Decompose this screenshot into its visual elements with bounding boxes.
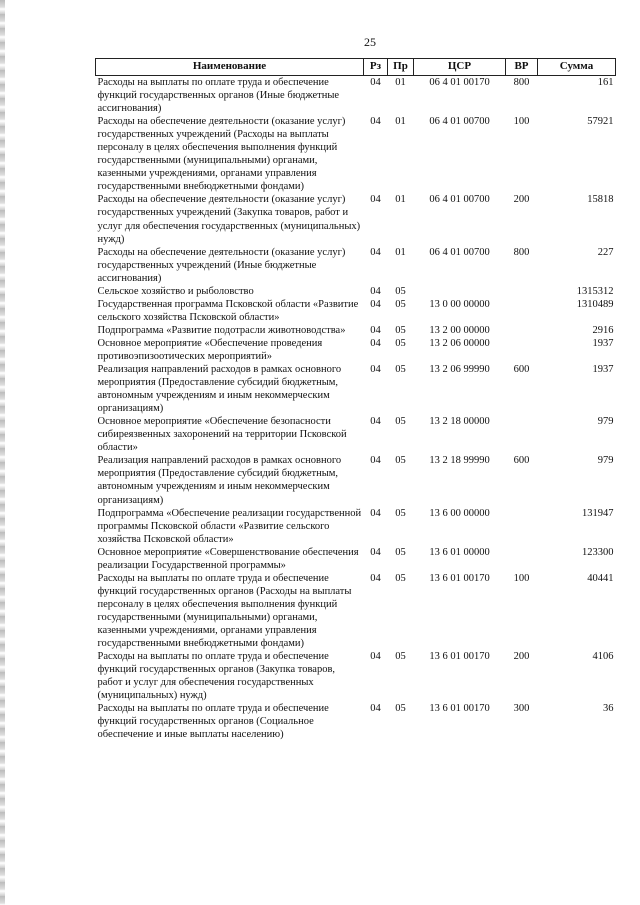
row-csr: 13 6 00 00000 bbox=[429, 507, 490, 519]
row-name: Расходы на выплаты по оплате труда и обеспечение функций государственных органов (Расходы на выплаты персоналу в целях обеспечения выполнения функций государственными (муниципальными) органами, казенными учреждениями, органами управления государственными внебюджетными фондами) bbox=[97, 572, 352, 650]
row-sum: 979 bbox=[597, 416, 614, 428]
row-sum: 1315312 bbox=[576, 285, 614, 297]
row-rz: 04 bbox=[370, 651, 381, 663]
row-sum: 1937 bbox=[592, 337, 614, 349]
row-vr bbox=[506, 337, 538, 363]
row-vr: 800 bbox=[513, 246, 530, 258]
row-name: Государственная программа Псковской области «Развитие сельского хозяйства Псковской области» bbox=[97, 298, 359, 323]
row-rz: 04 bbox=[370, 416, 381, 428]
row-csr: 13 6 01 00000 bbox=[429, 546, 490, 558]
row-vr: 100 bbox=[513, 116, 530, 128]
row-vr: 600 bbox=[513, 455, 530, 467]
row-sum: 4106 bbox=[592, 651, 614, 663]
table-row bbox=[96, 415, 616, 454]
row-csr: 13 2 18 00000 bbox=[429, 416, 490, 428]
row-vr bbox=[506, 285, 538, 298]
row-pr: 05 bbox=[395, 703, 406, 715]
row-sum: 161 bbox=[597, 77, 614, 88]
row-vr: 300 bbox=[513, 703, 530, 715]
row-rz: 04 bbox=[370, 703, 381, 715]
row-name: Основное мероприятие «Совершенствование обеспечения реализации Государственной программы» bbox=[97, 546, 359, 571]
row-sum: 1937 bbox=[592, 364, 614, 376]
scan-edge bbox=[0, 0, 5, 905]
row-name: Расходы на выплаты по оплате труда и обеспечение функций государственных органов (Социальное обеспечение и иные выплаты населению) bbox=[97, 703, 329, 741]
table-row bbox=[96, 285, 616, 298]
row-csr: 13 2 06 99990 bbox=[429, 364, 490, 376]
row-vr bbox=[506, 415, 538, 454]
table-row bbox=[96, 546, 616, 572]
row-name: Основное мероприятие «Обеспечение безопасности сибиреязвенных захоронений на территории Псковской области» bbox=[97, 416, 347, 454]
row-vr: 800 bbox=[513, 77, 530, 88]
row-sum: 2916 bbox=[592, 324, 614, 336]
row-vr bbox=[506, 324, 538, 337]
header-sum: Сумма bbox=[538, 59, 616, 76]
header-pr: Пр bbox=[388, 59, 414, 76]
row-pr: 05 bbox=[395, 298, 406, 310]
row-rz: 04 bbox=[370, 246, 381, 258]
table-row bbox=[96, 363, 616, 415]
row-rz: 04 bbox=[370, 337, 381, 349]
header-csr: ЦСР bbox=[414, 59, 506, 76]
table-row bbox=[96, 298, 616, 324]
row-name: Реализация направлений расходов в рамках основного мероприятия (Предоставление субсидий бюджетным, автономным учреждениям и иным некоммерческим организациям) bbox=[97, 455, 342, 506]
row-name: Расходы на выплаты по оплате труда и обеспечение функций государственных органов (Закупка товаров, работ и услуг для обеспечения государственных (муниципальных) нужд) bbox=[97, 651, 336, 702]
row-csr: 06 4 01 00700 bbox=[429, 116, 490, 128]
row-rz: 04 bbox=[370, 546, 381, 558]
table-row bbox=[96, 76, 616, 116]
page-number: 25 bbox=[364, 35, 376, 49]
budget-table bbox=[95, 58, 616, 741]
row-name: Подпрограмма «Обеспечение реализации государственной программы Псковской области «Развитие сельского хозяйства Псковской области» bbox=[97, 507, 362, 545]
table-row bbox=[96, 650, 616, 702]
row-name: Основное мероприятие «Обеспечение проведения противоэпизоотических мероприятий» bbox=[97, 337, 323, 362]
row-sum: 1310489 bbox=[576, 298, 614, 310]
row-pr: 05 bbox=[395, 455, 406, 467]
row-rz: 04 bbox=[370, 455, 381, 467]
table-row bbox=[96, 115, 616, 193]
table-row bbox=[96, 324, 616, 337]
row-csr: 13 2 18 99990 bbox=[429, 455, 490, 467]
row-csr: 06 4 01 00170 bbox=[429, 77, 490, 88]
row-csr bbox=[414, 285, 506, 298]
row-pr: 01 bbox=[395, 77, 406, 88]
row-pr: 05 bbox=[395, 572, 406, 584]
row-vr bbox=[506, 298, 538, 324]
row-pr: 05 bbox=[395, 285, 406, 297]
row-pr: 05 bbox=[395, 546, 406, 558]
row-name: Расходы на обеспечение деятельности (оказание услуг) государственных учреждений (Закупка товаров, работ и услуг для обеспечения государственных (муниципальных) нужд) bbox=[97, 194, 361, 245]
header-vr: ВР bbox=[506, 59, 538, 76]
row-sum: 36 bbox=[603, 703, 614, 715]
row-pr: 05 bbox=[395, 337, 406, 349]
row-name: Реализация направлений расходов в рамках основного мероприятия (Предоставление субсидий бюджетным, автономным учреждениям и иным некоммерческим организациям) bbox=[97, 364, 342, 415]
row-name: Сельское хозяйство и рыболовство bbox=[97, 285, 254, 297]
row-vr bbox=[506, 546, 538, 572]
row-vr: 200 bbox=[513, 194, 530, 206]
row-rz: 04 bbox=[370, 572, 381, 584]
row-csr: 13 2 06 00000 bbox=[429, 337, 490, 349]
row-csr: 06 4 01 00700 bbox=[429, 194, 490, 206]
table-row bbox=[96, 702, 616, 741]
table-row bbox=[96, 454, 616, 506]
row-csr: 13 2 00 00000 bbox=[429, 324, 490, 336]
row-rz: 04 bbox=[370, 285, 381, 297]
row-name: Расходы на обеспечение деятельности (оказание услуг) государственных учреждений (Иные бюджетные ассигнования) bbox=[97, 246, 346, 284]
row-vr bbox=[506, 507, 538, 546]
row-vr: 200 bbox=[513, 651, 530, 663]
table-header bbox=[96, 59, 616, 76]
table-row bbox=[96, 507, 616, 546]
row-pr: 05 bbox=[395, 507, 406, 519]
row-sum: 15818 bbox=[587, 194, 614, 206]
row-rz: 04 bbox=[370, 116, 381, 128]
row-csr: 13 6 01 00170 bbox=[429, 572, 490, 584]
row-csr: 06 4 01 00700 bbox=[429, 246, 490, 258]
row-name: Подпрограмма «Развитие подотрасли животноводства» bbox=[97, 324, 346, 336]
row-name: Расходы на выплаты по оплате труда и обеспечение функций государственных органов (Иные бюджетные ассигнования) bbox=[97, 77, 340, 115]
row-csr: 13 0 00 00000 bbox=[429, 298, 490, 310]
row-sum: 131947 bbox=[582, 507, 614, 519]
row-pr: 01 bbox=[395, 116, 406, 128]
row-rz: 04 bbox=[370, 77, 381, 88]
table-row bbox=[96, 337, 616, 363]
row-rz: 04 bbox=[370, 364, 381, 376]
table-row bbox=[96, 572, 616, 650]
row-sum: 123300 bbox=[582, 546, 614, 558]
row-pr: 05 bbox=[395, 364, 406, 376]
row-rz: 04 bbox=[370, 298, 381, 310]
row-pr: 05 bbox=[395, 416, 406, 428]
table-row bbox=[96, 246, 616, 285]
row-vr: 100 bbox=[513, 572, 530, 584]
row-pr: 01 bbox=[395, 246, 406, 258]
row-rz: 04 bbox=[370, 507, 381, 519]
row-pr: 01 bbox=[395, 194, 406, 206]
row-name: Расходы на обеспечение деятельности (оказание услуг) государственных учреждений (Расходы на выплаты персоналу в целях обеспечения выполнения функций государственными (муниципальными) органами, казенными учреждениями, органами управления государственными внебюджетными фондами) bbox=[97, 116, 346, 193]
header-name: Наименование bbox=[96, 59, 364, 76]
row-sum: 227 bbox=[597, 246, 614, 258]
row-sum: 979 bbox=[597, 455, 614, 467]
row-csr: 13 6 01 00170 bbox=[429, 703, 490, 715]
header-rz: Рз bbox=[364, 59, 388, 76]
row-vr: 600 bbox=[513, 364, 530, 376]
row-sum: 57921 bbox=[587, 116, 614, 128]
row-sum: 40441 bbox=[587, 572, 614, 584]
row-pr: 05 bbox=[395, 324, 406, 336]
row-pr: 05 bbox=[395, 651, 406, 663]
row-rz: 04 bbox=[370, 324, 381, 336]
table-row bbox=[96, 193, 616, 245]
row-rz: 04 bbox=[370, 194, 381, 206]
table-body bbox=[96, 76, 616, 742]
row-csr: 13 6 01 00170 bbox=[429, 651, 490, 663]
